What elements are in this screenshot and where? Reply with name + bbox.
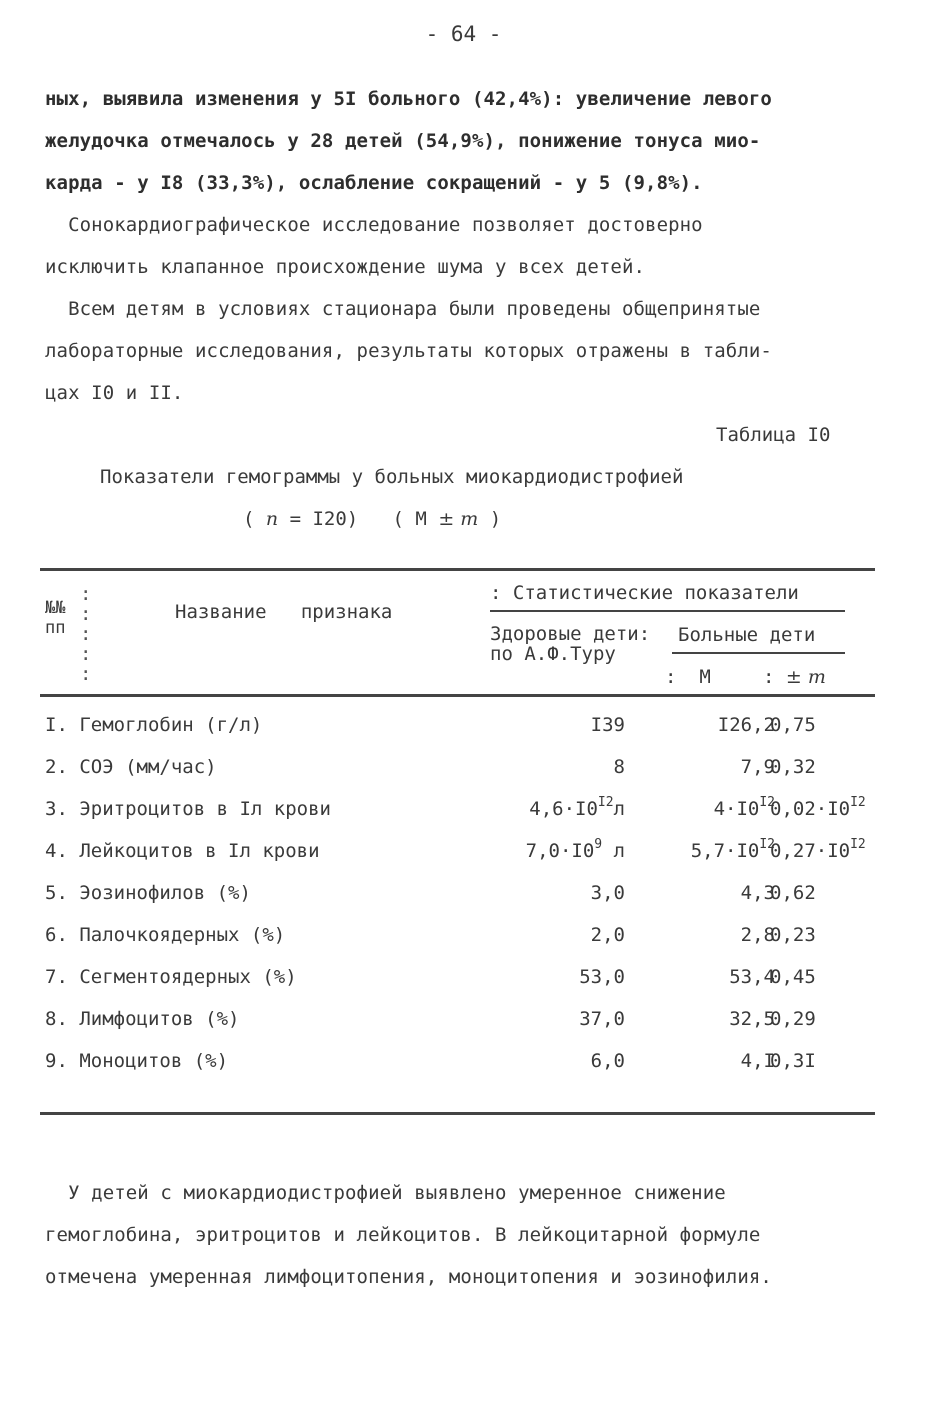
sick-header-rule [672, 652, 845, 654]
page-number: - 64 - [425, 22, 502, 46]
table-row-healthy: $7,0\cdot I0^9$ л [525, 837, 625, 862]
paragraph-4-line-1: У детей с миокардиодистрофией выявлено умеренное снижение [45, 1182, 726, 1204]
paragraph-1-line-2: желудочка отмечалось у 28 детей (54,9%), понижение тонуса мио- [45, 130, 761, 152]
table-row-mean: 53,4 [729, 966, 775, 988]
table-row-mean: 4,3 [740, 882, 775, 904]
table-row-error: 0,23 [770, 924, 816, 946]
header-m: : М [665, 666, 711, 688]
table-row-error: $0,27\cdot I0^{I2}$ [770, 837, 866, 862]
header-stats: : Статистические показатели [490, 582, 799, 604]
table-row-mean: 4,I [740, 1050, 775, 1072]
table-row-mean: 2,8 [740, 924, 775, 946]
header-separator-1: : : : : : [80, 583, 92, 685]
table-row-name: I. Гемоглобин (г/л) [45, 714, 263, 736]
table-row-error: 0,45 [770, 966, 816, 988]
table-row-healthy: $4,6\cdot I0^{I2}л$ [529, 795, 625, 820]
table-row-healthy: 53,0 [579, 966, 625, 988]
paragraph-1-line-3: карда - у I8 (33,3%), ослабление сокращений - у 5 (9,8%). [45, 172, 703, 194]
table-row-healthy: 3,0 [590, 882, 625, 904]
header-num: №№ пп [45, 598, 66, 638]
paragraph-4-line-2: гемоглобина, эритроцитов и лейкоцитов. В лейкоцитарной формуле [45, 1224, 761, 1246]
table-row-healthy: I39 [590, 714, 625, 736]
table-row-name: 3. Эритроцитов в Iл крови [45, 798, 331, 820]
table-row-mean: $5,7\cdot I0^{I2}$ [690, 837, 775, 862]
header-bottom-rule [40, 694, 875, 697]
table-bottom-rule [40, 1112, 875, 1115]
table-row-error: 0,62 [770, 882, 816, 904]
table-label: Таблица I0 [716, 424, 831, 446]
header-pm: : ± m [763, 666, 826, 688]
table-row-name: 2. СОЭ (мм/час) [45, 756, 217, 778]
paragraph-3-line-3: цах I0 и II. [45, 382, 184, 404]
table-top-rule [40, 568, 875, 571]
header-healthy: Здоровые дети: по А.Ф.Туру [490, 623, 651, 665]
paragraph-4-line-3: отмечена умеренная лимфоцитопения, моноцитопения и эозинофилия. [45, 1266, 772, 1288]
table-title: Показатели гемограммы у больных миокардиодистрофией [100, 466, 684, 488]
table-subtitle: ( n = I20) ( М ± m ) [243, 508, 502, 530]
table-row-healthy: 6,0 [590, 1050, 625, 1072]
table-row-healthy: 8 [613, 756, 625, 778]
stats-header-rule [490, 610, 845, 612]
table-row-error: 0,75 [770, 714, 816, 736]
paragraph-3-line-1: Всем детям в условиях стационара были проведены общепринятые [45, 298, 761, 320]
paragraph-1-line-1: ных, выявила изменения у 5I больного (42,4%): увеличение левого [45, 88, 772, 110]
table-row-error: $0,02\cdot I0^{I2}$ [770, 795, 866, 820]
paragraph-3-line-2: лабораторные исследования, результаты которых отражены в табли- [45, 340, 772, 362]
table-row-mean: 32,5 [729, 1008, 775, 1030]
table-row-name: 5. Эозинофилов (%) [45, 882, 251, 904]
table-row-error: 0,32 [770, 756, 816, 778]
table-row-mean: I26,2 [717, 714, 775, 736]
header-name: Название признака [175, 601, 393, 623]
table-row-name: 6. Палочкоядерных (%) [45, 924, 286, 946]
table-row-name: 9. Моноцитов (%) [45, 1050, 229, 1072]
paragraph-2-line-2: исключить клапанное происхождение шума у всех детей. [45, 256, 646, 278]
table-row-healthy: 37,0 [579, 1008, 625, 1030]
table-row-name: 7. Сегментоядерных (%) [45, 966, 297, 988]
table-row-healthy: 2,0 [590, 924, 625, 946]
table-row-error: 0,29 [770, 1008, 816, 1030]
table-row-name: 4. Лейкоцитов в Iл крови [45, 840, 320, 862]
table-row-name: 8. Лимфоцитов (%) [45, 1008, 240, 1030]
table-row-mean: 7,9 [740, 756, 775, 778]
table-row-mean: $4\cdot I0^{I2}$ [713, 795, 775, 820]
table-row-error: 0,3I [770, 1050, 816, 1072]
header-sick: Больные дети [678, 624, 816, 646]
paragraph-2-line-1: Сонокардиографическое исследование позволяет достоверно [45, 214, 703, 236]
